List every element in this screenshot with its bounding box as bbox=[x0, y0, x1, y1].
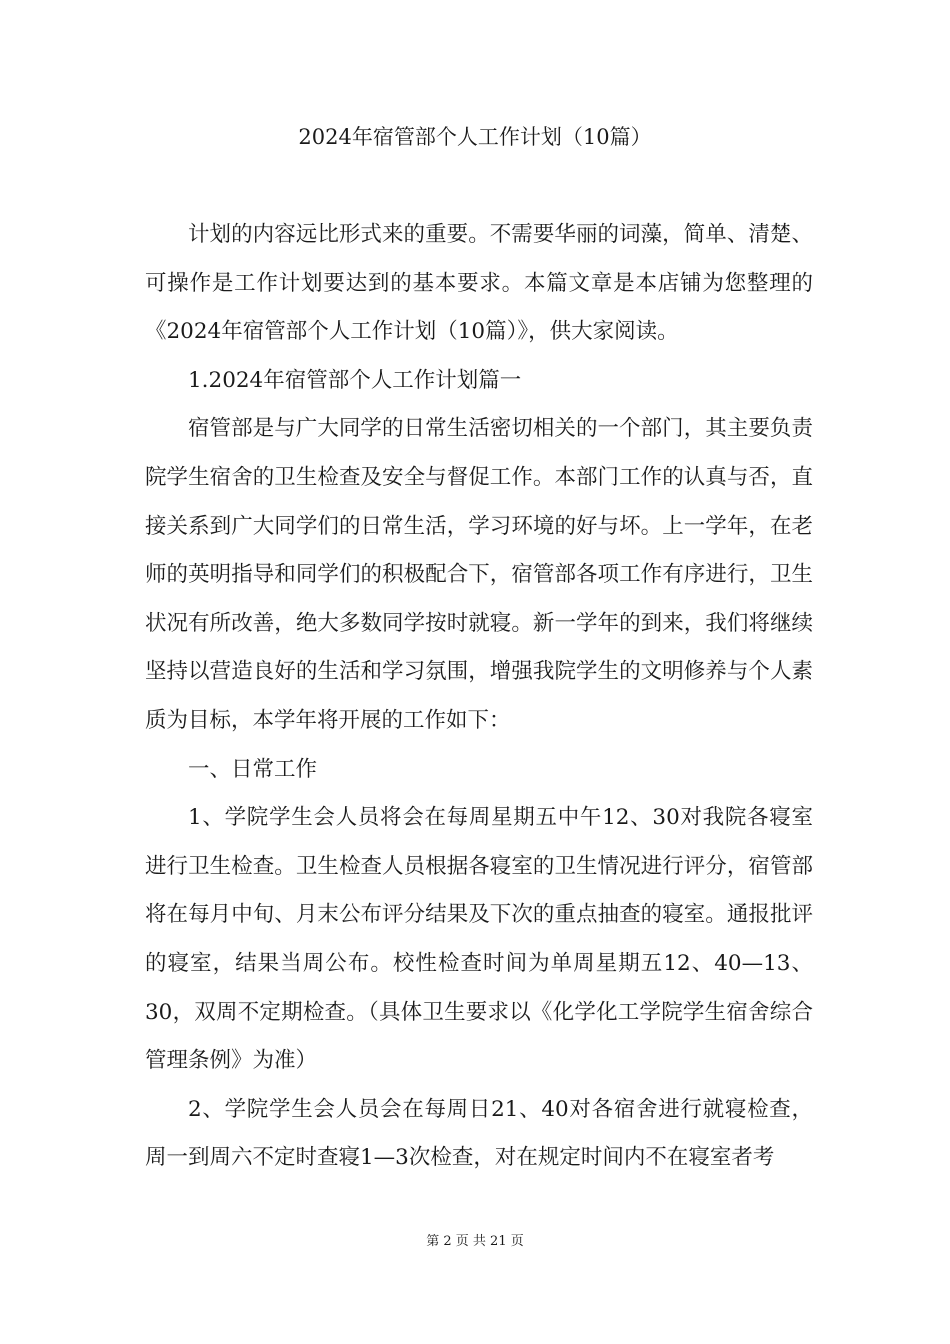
page-title: 2024年宿管部个人工作计划（10篇） bbox=[298, 125, 652, 149]
list-item: 1、学院学生会人员将会在每周星期五中午12、30对我院各寝室进行卫生检查。卫生检查人员根据各寝室的卫生情况进行评分，宿管部将在每月中旬、月末公布评分结果及下次的重点抽查的寝室。通报批评的寝室，结果当周公布。校性检查时间为单周星期五12、40—13、30，双周不定期检查。（具体卫生要求以《化学化工学院学生宿舍综合管理条例》为准） bbox=[145, 805, 813, 1074]
subsection-heading: 一、日常工作 bbox=[188, 756, 318, 782]
document-body bbox=[145, 211, 813, 1183]
section-heading: 1.2024年宿管部个人工作计划篇一 bbox=[188, 367, 522, 393]
body-paragraph: 宿管部是与广大同学的日常生活密切相关的一个部门，其主要负责院学生宿舍的卫生检查及安全与督促工作。本部门工作的认真与否，直接关系到广大同学们的日常生活，学习环境的好与坏。上一学年，在老师的英明指导和同学们的积极配合下，宿管部各项工作有序进行，卫生状况有所改善，绝大多数同学按时就寝。新一学年的到来，我们将继续坚持以营造良好的生活和学习氛围，增强我院学生的文明修养与个人素质为目标，本学年将开展的工作如下： bbox=[145, 416, 813, 733]
list-item: 2、学院学生会人员会在每周日21、40对各宿舍进行就寝检查，周一到周六不定时查寝1—3次检查，对在规定时间内不在寝室者考 bbox=[145, 1096, 813, 1171]
intro-paragraph: 计划的内容远比形式来的重要。不需要华丽的词藻，简单、清楚、可操作是工作计划要达到的基本要求。本篇文章是本店铺为您整理的《2024年宿管部个人工作计划（10篇）》，供大家阅读。 bbox=[145, 222, 813, 345]
page-number: 第 2 页 共 21 页 bbox=[426, 1234, 524, 1249]
